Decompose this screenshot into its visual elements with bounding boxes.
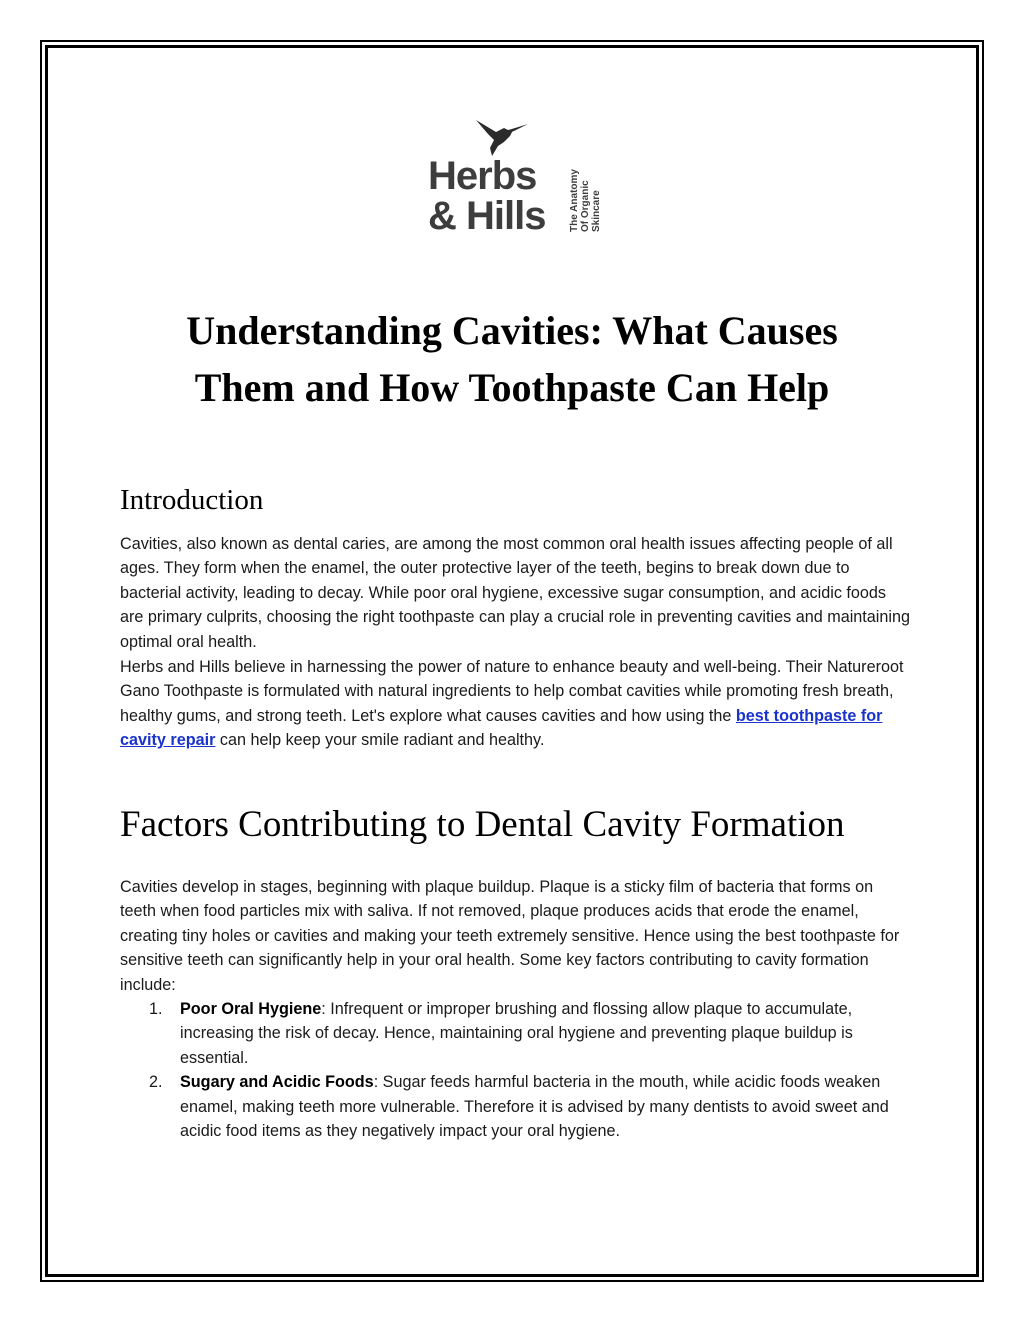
best-toothpaste-link[interactable]: best toothpaste for cavity repair bbox=[120, 706, 883, 750]
intro-paragraph-1: Cavities, also known as dental caries, are among the most common oral health issues affecting people of all ages. They form when the enamel, the outer protective layer of the teeth, begins to break down due to bacterial activity, leading to decay. While poor oral hygiene, excessive sugar consumption, and acidic foods are primary culprits, choosing the right toothpaste can play a crucial role in preventing cavities and maintaining optimal oral health. bbox=[120, 535, 911, 651]
intro-paragraph-2 bbox=[120, 655, 910, 753]
intro-paragraph-2-text-end: can help keep your smile radiant and healthy. bbox=[215, 731, 545, 750]
logo-word-hills: & Hills bbox=[428, 194, 546, 238]
page-title-line1: Understanding Cavities: What Causes bbox=[186, 308, 838, 353]
section-heading-introduction: Introduction bbox=[120, 484, 264, 516]
list-item-number: 2. bbox=[149, 1073, 163, 1092]
list-item-number: 1. bbox=[149, 1000, 163, 1018]
section-heading-factors: Factors Contributing to Dental Cavity Formation bbox=[120, 804, 845, 845]
logo-tagline-line: Skincare bbox=[591, 190, 602, 232]
list-item-text: : Sugar feeds harmful bacteria in the mouth, while acidic foods weaken enamel, making teeth more vulnerable. Therefore it is advised by many dentists to avoid sweet and acidic food items as they negatively impact your oral hygiene. bbox=[180, 1073, 889, 1141]
logo-word-herbs: Herbs bbox=[428, 154, 537, 198]
factors-paragraph: Cavities develop in stages, beginning with plaque buildup. Plaque is a sticky film of bacteria that forms on teeth when food particles mix with saliva. If not removed, plaque produces acids that erode the enamel, creating tiny holes or cavities and making your teeth extremely sensitive. Hence using the best toothpaste for sensitive teeth can significantly help in your oral health. Some key factors contributing to cavity formation include: bbox=[120, 878, 900, 994]
list-item-term: Poor Oral Hygiene bbox=[180, 1000, 322, 1018]
factors-list bbox=[120, 997, 910, 1143]
list-item bbox=[120, 997, 910, 1070]
logo-tagline-line: The Anatomy bbox=[569, 169, 580, 232]
logo-tagline bbox=[570, 162, 630, 234]
intro-paragraph-2-text: Herbs and Hills believe in harnessing the power of nature to enhance beauty and well-being. Their Natureroot Gano Toothpaste is formulated with natural ingredients to help combat cavities while promoting fresh breath, healthy gums, and strong teeth. Let's explore what causes cavities and how using the bbox=[120, 658, 904, 725]
page-title bbox=[100, 302, 924, 416]
brand-logo bbox=[424, 118, 604, 236]
list-item-term: Sugary and Acidic Foods bbox=[180, 1073, 374, 1092]
page-title-line2: Them and How Toothpaste Can Help bbox=[194, 365, 830, 410]
list-item-text: : Infrequent or improper brushing and flossing allow plaque to accumulate, increasing the risk of decay. Hence, maintaining oral hygiene and preventing plaque buildup is essential. bbox=[180, 1000, 853, 1067]
list-item bbox=[120, 1070, 910, 1143]
logo-tagline-line: Of Organic bbox=[580, 180, 591, 232]
